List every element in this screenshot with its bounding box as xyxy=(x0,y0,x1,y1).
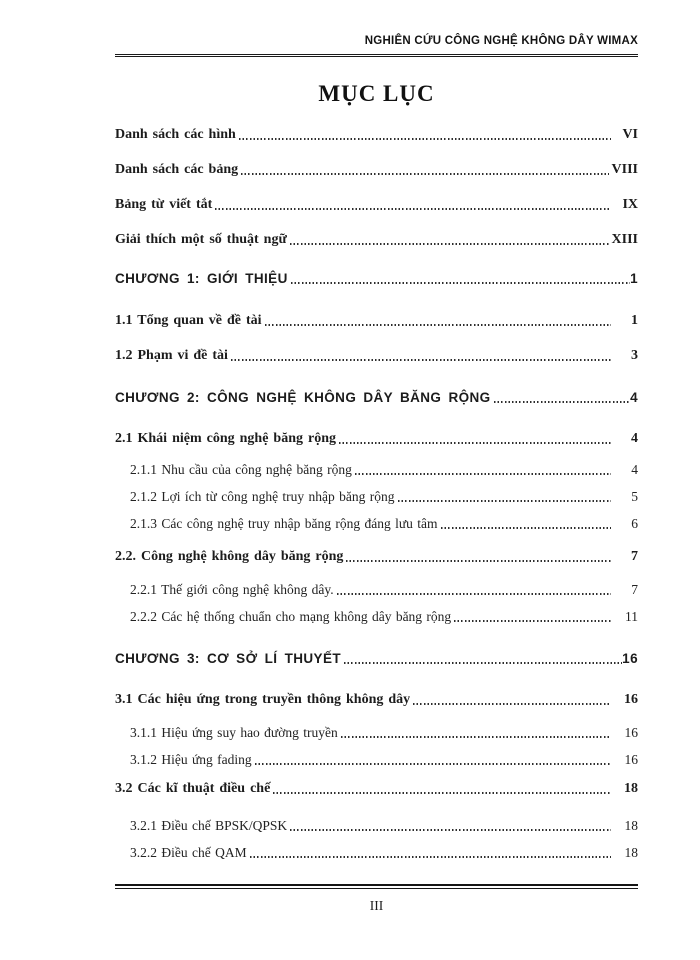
toc-entry-page: 16 xyxy=(622,651,638,666)
toc-entry-page: 18 xyxy=(624,845,638,860)
dot-leader xyxy=(250,856,611,858)
dot-leader xyxy=(231,359,611,361)
toc-entry-label: 3.2.1 Điều chế BPSK/QPSK xyxy=(130,818,288,833)
toc-entry-chapter-3 xyxy=(115,649,638,668)
toc-entry-page: 11 xyxy=(625,609,638,624)
dot-leader xyxy=(337,593,611,595)
toc-entry-subsection xyxy=(115,514,638,533)
toc-entry-subsection xyxy=(115,750,638,769)
toc-entry-section xyxy=(115,547,638,566)
toc-entry-label: 2.1.1 Nhu cầu của công nghệ băng rộng xyxy=(130,462,352,477)
toc-entry-label: 3.1.2 Hiệu ứng fading xyxy=(130,752,252,767)
toc-entry-subsection xyxy=(115,580,638,599)
dot-leader xyxy=(265,324,612,326)
toc-entry-label: CHƯƠNG 3: CƠ SỞ LÍ THUYẾT xyxy=(115,651,342,666)
toc-entry-page: 3 xyxy=(631,348,638,363)
toc-entry-front-matter xyxy=(115,125,638,144)
toc-entry-label: 2.2. Công nghệ không dây băng rộng xyxy=(115,549,344,564)
toc-entry-subsection xyxy=(115,843,638,862)
toc-entry-front-matter xyxy=(115,195,638,214)
toc-entry-section xyxy=(115,429,638,448)
table-of-contents xyxy=(115,125,638,862)
toc-entry-subsection xyxy=(115,723,638,742)
toc-entry-page: 1 xyxy=(630,271,638,286)
dot-leader xyxy=(413,703,611,705)
dot-leader xyxy=(291,282,630,284)
toc-entry-chapter-1 xyxy=(115,269,638,288)
toc-entry-page: XIII xyxy=(611,232,638,247)
toc-entry-label: 3.2 Các kĩ thuật điều chế xyxy=(115,781,271,796)
toc-entry-label: CHƯƠNG 2: CÔNG NGHỆ KHÔNG DÂY BĂNG RỘNG xyxy=(115,390,491,405)
toc-entry-label: 2.1.2 Lợi ích từ công nghệ truy nhập băng rộng xyxy=(130,489,395,504)
toc-entry-label: 1.2 Phạm vi đề tài xyxy=(115,348,228,363)
toc-entry-page: 4 xyxy=(630,390,638,405)
toc-entry-label: 2.2.1 Thế giới công nghệ không dây. xyxy=(130,582,334,597)
toc-entry-subsection xyxy=(115,607,638,626)
dot-leader xyxy=(290,829,611,831)
toc-entry-front-matter xyxy=(115,160,638,179)
toc-entry-label: 3.2.2 Điều chế QAM xyxy=(130,845,247,860)
toc-entry-subsection xyxy=(115,487,638,506)
dot-leader xyxy=(344,662,622,664)
dot-leader xyxy=(355,473,611,475)
toc-entry-page: 18 xyxy=(624,818,638,833)
toc-entry-page: 16 xyxy=(624,752,638,767)
toc-entry-page: 7 xyxy=(631,549,638,564)
dot-leader xyxy=(273,792,611,794)
dot-leader xyxy=(398,500,611,502)
toc-entry-page: 4 xyxy=(631,431,638,446)
toc-entry-page: 16 xyxy=(624,725,638,740)
toc-entry-label: 2.1.3 Các công nghệ truy nhập băng rộng đáng lưu tâm xyxy=(130,516,438,531)
dot-leader xyxy=(255,763,611,765)
toc-entry-page: 1 xyxy=(631,313,638,328)
footer-page-number: III xyxy=(369,898,384,913)
toc-entry-section xyxy=(115,690,638,709)
dot-leader xyxy=(290,243,609,245)
dot-leader xyxy=(346,560,611,562)
toc-entry-label: Danh sách các hình xyxy=(115,127,236,142)
toc-entry-front-matter xyxy=(115,230,638,249)
toc-entry-page: 16 xyxy=(624,692,638,707)
dot-leader xyxy=(341,736,611,738)
toc-entry-page: 5 xyxy=(631,489,638,504)
toc-entry-page: VIII xyxy=(611,162,638,177)
toc-entry-label: 3.1 Các hiệu ứng trong truyền thông không dây xyxy=(115,692,411,707)
toc-entry-page: 18 xyxy=(624,781,638,796)
footer-rule xyxy=(115,884,638,889)
toc-entry-label: 1.1 Tổng quan về đề tài xyxy=(115,313,262,328)
toc-entry-page: 4 xyxy=(631,462,638,477)
toc-entry-page: VI xyxy=(622,127,638,142)
toc-entry-label: Giải thích một số thuật ngữ xyxy=(115,232,287,247)
toc-entry-label: Danh sách các bảng xyxy=(115,162,239,177)
dot-leader xyxy=(241,173,608,175)
toc-entry-label: 2.1 Khái niệm công nghệ băng rộng xyxy=(115,431,336,446)
running-header: NGHIÊN CỨU CÔNG NGHỆ KHÔNG DÂY WIMAX xyxy=(364,35,638,47)
toc-entry-label: CHƯƠNG 1: GIỚI THIỆU xyxy=(115,271,288,286)
toc-entry-label: Bảng từ viết tắt xyxy=(115,197,213,212)
toc-entry-section xyxy=(115,311,638,330)
header-rule xyxy=(115,54,638,58)
dot-leader xyxy=(454,620,611,622)
dot-leader xyxy=(339,442,611,444)
page-title: MỤC LỤC xyxy=(318,81,435,106)
toc-entry-section xyxy=(115,346,638,365)
dot-leader xyxy=(441,527,611,529)
toc-entry-label: 2.2.2 Các hệ thống chuẩn cho mạng không dây băng rộng xyxy=(130,609,452,624)
toc-entry-subsection xyxy=(115,460,638,479)
toc-entry-page: IX xyxy=(622,197,638,212)
dot-leader xyxy=(215,208,611,210)
dot-leader xyxy=(239,138,611,140)
toc-entry-chapter-2 xyxy=(115,388,638,407)
toc-entry-page: 7 xyxy=(631,582,638,597)
dot-leader xyxy=(494,401,630,403)
toc-entry-section xyxy=(115,779,638,798)
toc-entry-subsection xyxy=(115,816,638,835)
toc-entry-label: 3.1.1 Hiệu ứng suy hao đường truyền xyxy=(130,725,338,740)
toc-entry-page: 6 xyxy=(631,516,638,531)
